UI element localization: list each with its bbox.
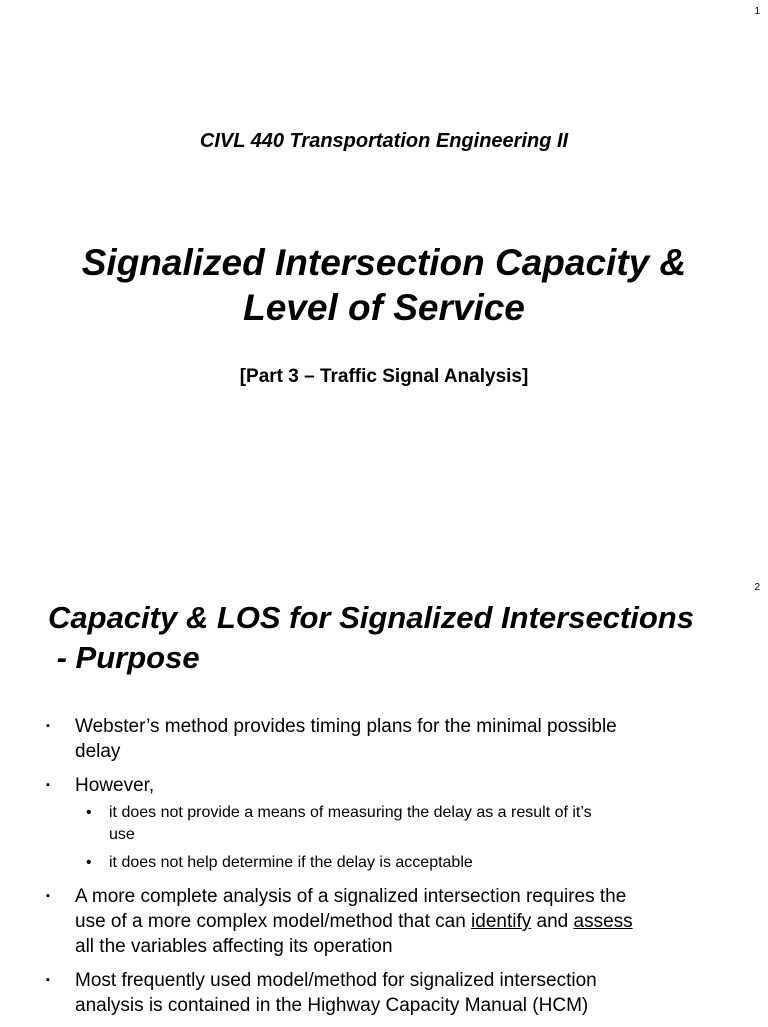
round-bullet-icon: • xyxy=(86,854,92,871)
square-bullet-icon: ▪ xyxy=(46,974,50,986)
slide-title xyxy=(0,240,768,330)
bullet-text-line: Most frequently used model/method for signalized intersection xyxy=(75,970,597,991)
bullet-text: However, xyxy=(75,775,155,796)
bullet-text-span: use of a more complex model/method that can xyxy=(75,911,472,932)
bullet-list xyxy=(0,714,768,1027)
bullet-item xyxy=(0,714,768,764)
square-bullet-icon: ▪ xyxy=(46,779,50,791)
square-bullet-icon: ▪ xyxy=(46,890,50,902)
bullet-item xyxy=(0,884,768,959)
bullet-text-line: analysis is contained in the Highway Capacity Manual (HCM) xyxy=(75,995,589,1016)
round-bullet-icon: • xyxy=(86,804,92,821)
page-number: 2 xyxy=(754,582,760,593)
slide-title-line-1: Signalized Intersection Capacity & xyxy=(81,242,687,283)
sub-bullet-text-line: it does not provide a means of measuring the delay as a result of it’s xyxy=(109,804,592,821)
slide-subtitle: [Part 3 – Traffic Signal Analysis] xyxy=(239,366,529,387)
bullet-text-line: Webster’s method provides timing plans for the minimal possible xyxy=(75,716,617,737)
slide-title-line-2: - Purpose xyxy=(48,640,200,675)
slide-title xyxy=(48,598,758,678)
sub-bullet-text-line: use xyxy=(109,826,135,843)
bullet-text-line: all the variables affecting its operation xyxy=(75,936,393,957)
bullet-text-line xyxy=(75,909,728,934)
slide-title-line-1: Capacity & LOS for Signalized Intersections xyxy=(48,600,694,635)
sub-bullet-item xyxy=(0,802,768,846)
sub-bullet-text: it does not help determine if the delay is acceptable xyxy=(109,854,473,871)
underlined-identify: identify xyxy=(471,911,532,932)
bullet-item xyxy=(0,773,768,798)
bullet-item xyxy=(0,968,768,1018)
bullet-text-line: A more complete analysis of a signalized intersection requires the xyxy=(75,886,627,907)
bullet-text-line: delay xyxy=(75,741,121,762)
sub-bullet-item xyxy=(0,852,768,874)
slide-title-line-2: Level of Service xyxy=(243,287,525,328)
course-title: CIVL 440 Transportation Engineering II xyxy=(199,130,569,152)
square-bullet-icon: ▪ xyxy=(46,720,50,732)
page-number: 1 xyxy=(754,6,760,17)
underlined-assess: assess xyxy=(573,911,633,932)
bullet-text-span: and xyxy=(531,911,574,932)
